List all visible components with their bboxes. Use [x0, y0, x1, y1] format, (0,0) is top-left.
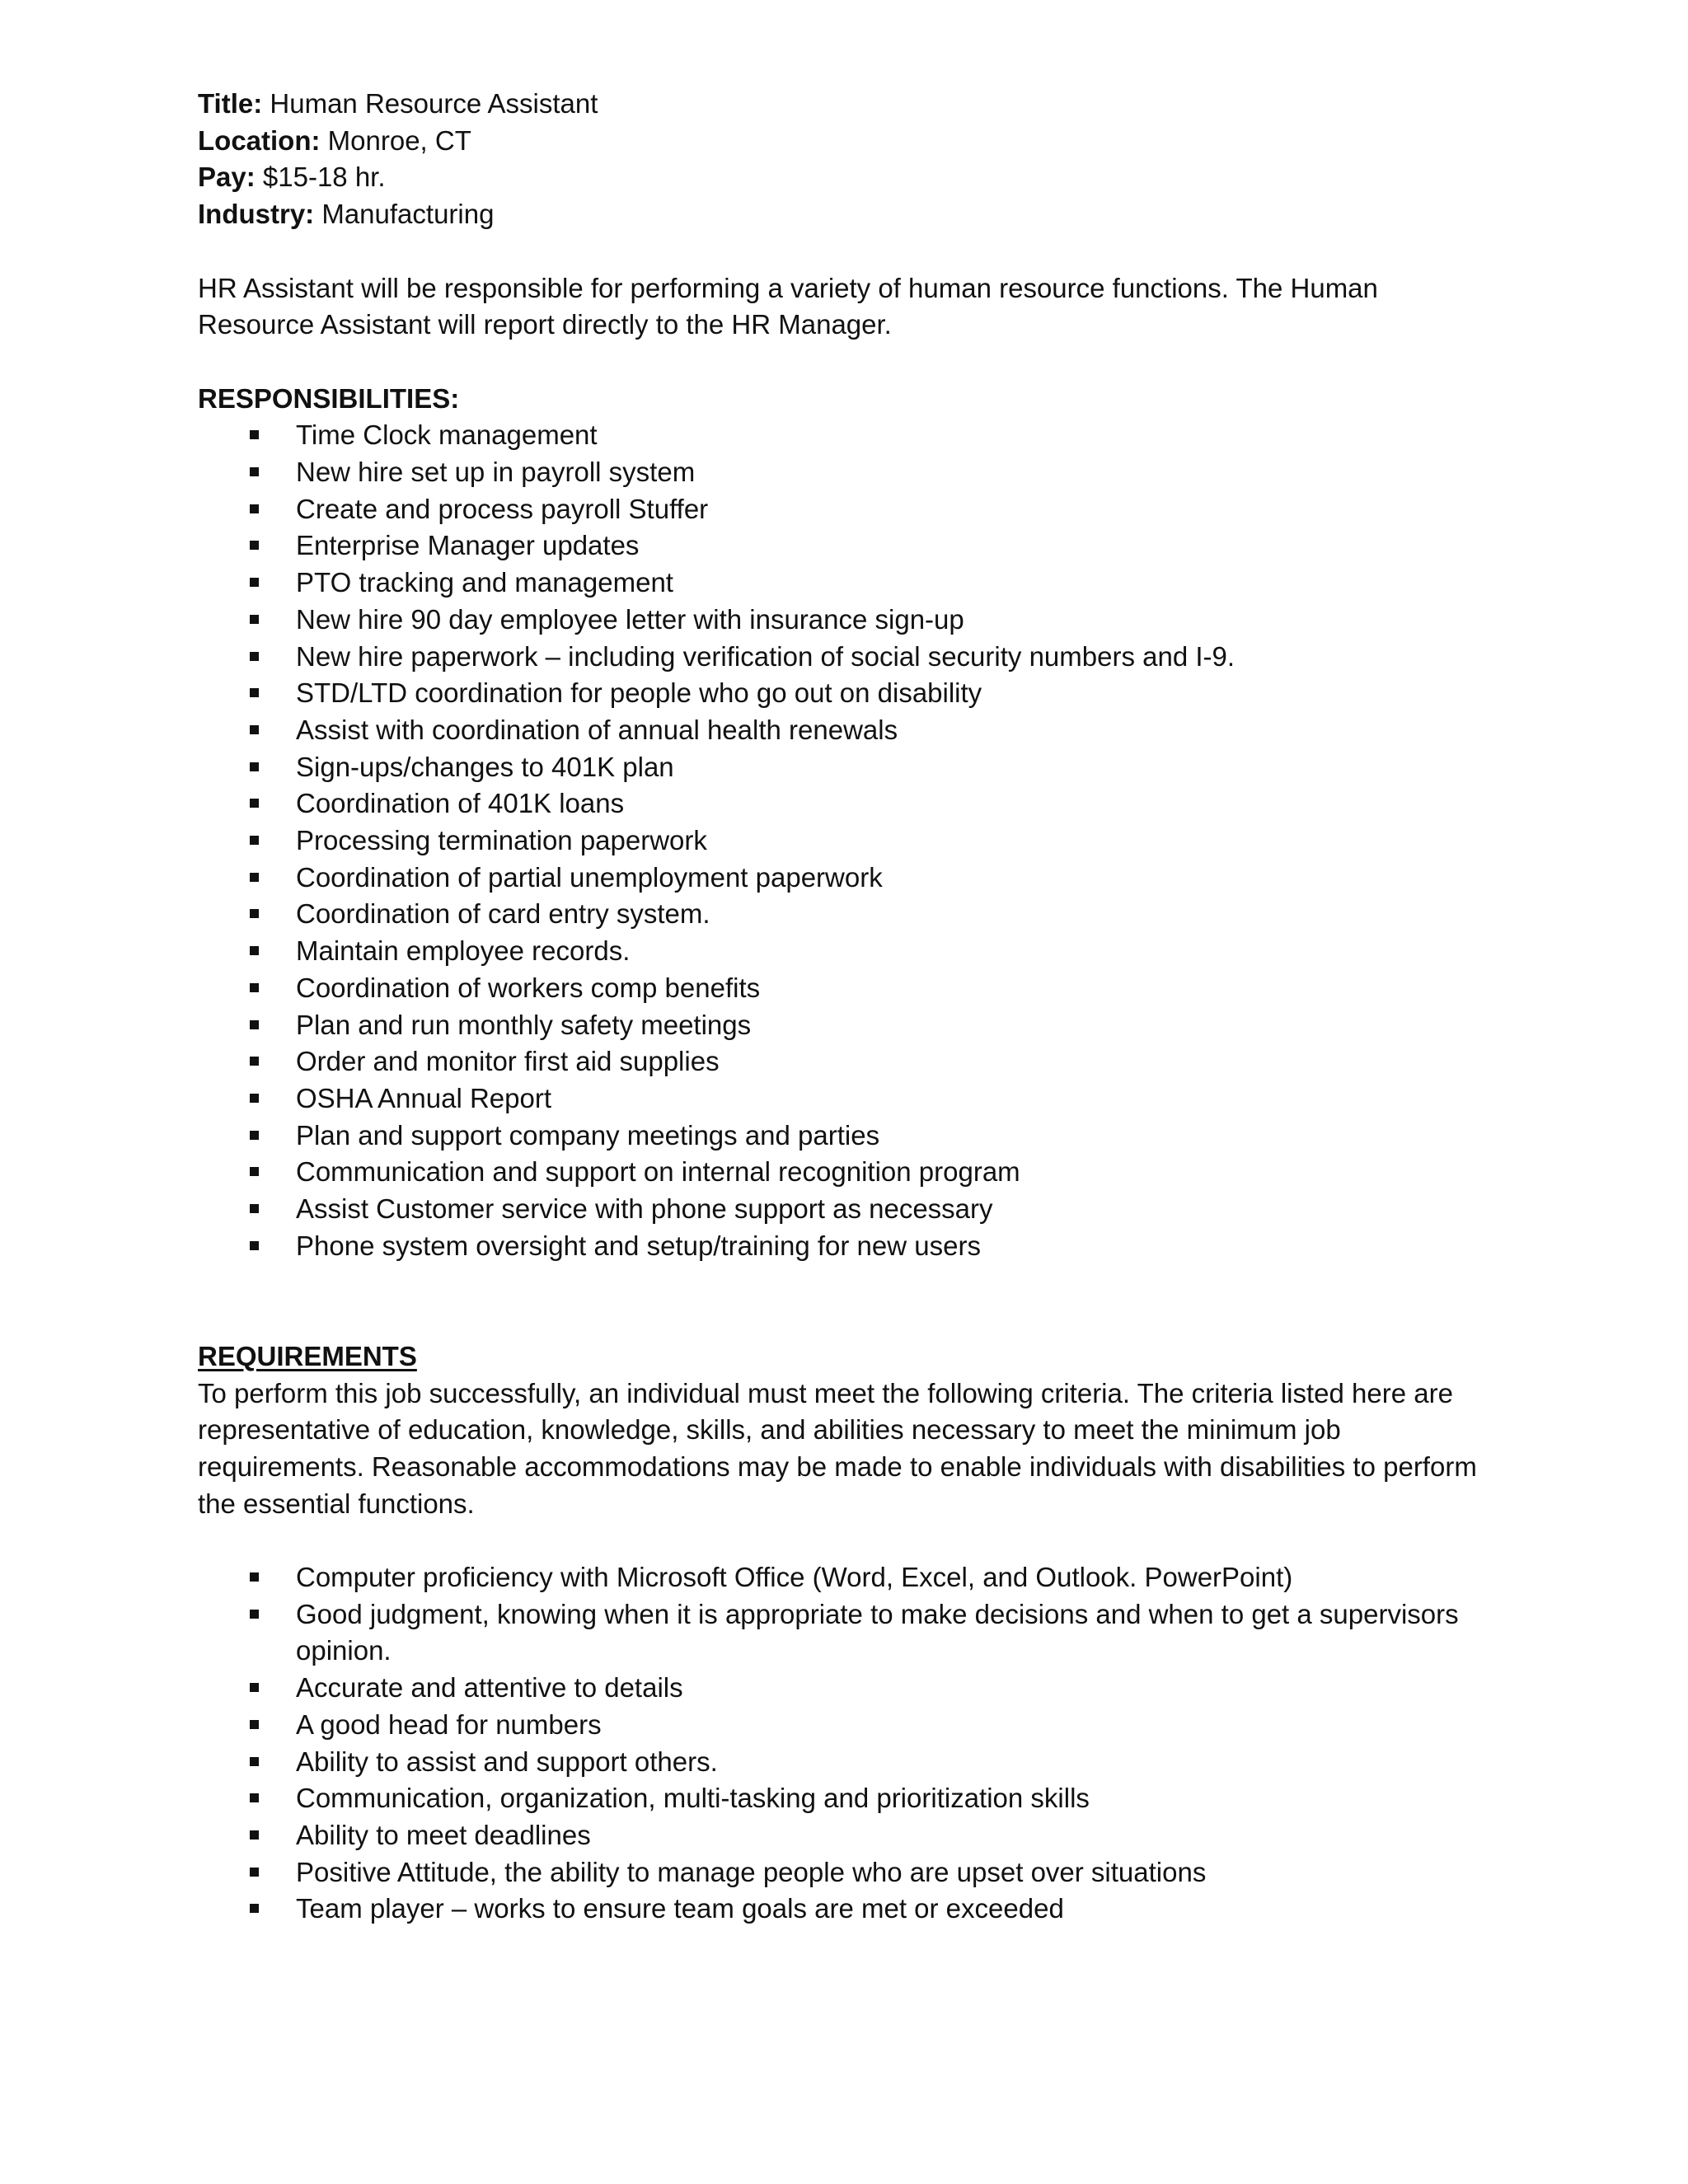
- industry-label: Industry:: [198, 199, 315, 230]
- square-bullet-icon: [250, 1131, 259, 1140]
- list-item: [198, 1043, 1484, 1080]
- list-item-text: Assist Customer service with phone support as necessary: [296, 1193, 993, 1225]
- square-bullet-icon: [250, 467, 259, 476]
- square-bullet-icon: [250, 873, 259, 882]
- list-item-text: New hire set up in payroll system: [296, 457, 696, 487]
- square-bullet-icon: [250, 1610, 259, 1619]
- square-bullet-icon: [250, 1757, 259, 1766]
- industry-value: Manufacturing: [321, 199, 495, 230]
- square-bullet-icon: [250, 946, 259, 955]
- list-item: [198, 565, 1484, 602]
- square-bullet-icon: [250, 1167, 259, 1176]
- list-item: [198, 1559, 1484, 1596]
- square-bullet-icon: [250, 430, 259, 439]
- list-item-text: Order and monitor first aid supplies: [296, 1046, 720, 1077]
- square-bullet-icon: [250, 1793, 259, 1802]
- industry-line: [198, 196, 1484, 233]
- requirements-paragraph: To perform this job successfully, an individual must meet the following criteria. The criteria listed here are representative of education, knowledge, skills, and abilities necessary to meet the minimum job requirements. Reasonable accommodations may be made to enable individuals with disabilities to perform the essential functions.: [198, 1377, 1477, 1519]
- list-item-text: Coordination of workers comp benefits: [296, 972, 761, 1003]
- list-item-text: Accurate and attentive to details: [296, 1672, 683, 1704]
- list-item-text: Assist with coordination of annual health renewals: [296, 714, 898, 745]
- square-bullet-icon: [250, 762, 259, 771]
- square-bullet-icon: [250, 615, 259, 624]
- square-bullet-icon: [250, 799, 259, 808]
- list-item: [198, 749, 1484, 786]
- list-item: [198, 1228, 1484, 1265]
- list-item: [198, 602, 1484, 639]
- list-item: [198, 1891, 1484, 1928]
- list-item-text: New hire 90 day employee letter with insurance sign-up: [296, 603, 964, 635]
- list-item: [198, 1670, 1484, 1707]
- list-item-text: Time Clock management: [296, 419, 598, 451]
- pay-line: [198, 159, 1484, 196]
- list-item-text: Computer proficiency with Microsoft Office (Word, Excel, and Outlook. PowerPoint): [296, 1562, 1293, 1593]
- location-label: Location:: [198, 124, 321, 156]
- square-bullet-icon: [250, 1057, 259, 1066]
- square-bullet-icon: [250, 1020, 259, 1029]
- list-item-text: Sign-ups/changes to 401K plan: [296, 751, 674, 782]
- square-bullet-icon: [250, 983, 259, 992]
- list-item: [198, 491, 1484, 528]
- responsibilities-list: [198, 417, 1484, 1264]
- list-item: [198, 1817, 1484, 1854]
- square-bullet-icon: [250, 909, 259, 918]
- square-bullet-icon: [250, 725, 259, 734]
- list-item-text: Ability to assist and support others.: [296, 1746, 718, 1777]
- list-item: [198, 417, 1484, 454]
- square-bullet-icon: [250, 836, 259, 845]
- square-bullet-icon: [250, 1572, 259, 1582]
- square-bullet-icon: [250, 1868, 259, 1877]
- square-bullet-icon: [250, 1204, 259, 1213]
- list-item: [198, 896, 1484, 933]
- list-item-text: PTO tracking and management: [296, 567, 673, 598]
- list-item: [198, 823, 1484, 860]
- list-item: [198, 933, 1484, 970]
- pay-value: $15-18 hr.: [262, 162, 386, 193]
- list-item-text: Communication and support on internal recognition program: [296, 1156, 1020, 1188]
- list-item: [198, 712, 1484, 749]
- location-value: Monroe, CT: [327, 124, 471, 156]
- list-item: [198, 1707, 1484, 1744]
- list-item: [198, 675, 1484, 712]
- square-bullet-icon: [250, 1720, 259, 1729]
- list-item-text: Plan and support company meetings and parties: [296, 1119, 880, 1151]
- square-bullet-icon: [250, 1904, 259, 1913]
- square-bullet-icon: [250, 652, 259, 661]
- list-item-text: Ability to meet deadlines: [296, 1819, 591, 1850]
- list-item-text: Coordination of partial unemployment paperwork: [296, 861, 883, 893]
- list-item: [198, 860, 1484, 897]
- list-item-text: Processing termination paperwork: [296, 825, 707, 856]
- job-posting-document: [198, 86, 1484, 1928]
- list-item: [198, 527, 1484, 565]
- requirements-list: [198, 1559, 1484, 1928]
- list-item-text: Coordination of 401K loans: [296, 788, 625, 819]
- list-item: [198, 1007, 1484, 1044]
- list-item-text: STD/LTD coordination for people who go out on disability: [296, 677, 982, 709]
- list-item: [198, 1118, 1484, 1155]
- list-item-text: Phone system oversight and setup/training for new users: [296, 1230, 981, 1261]
- list-item-text: Communication, organization, multi-tasking and prioritization skills: [296, 1783, 1090, 1814]
- list-item: [198, 1596, 1484, 1670]
- list-item-text: Positive Attitude, the ability to manage people who are upset over situations: [296, 1856, 1207, 1887]
- list-item: [198, 785, 1484, 823]
- requirements-heading: REQUIREMENTS: [198, 1340, 417, 1371]
- list-item-text: A good head for numbers: [296, 1708, 602, 1740]
- pay-label: Pay:: [198, 162, 256, 193]
- list-item-text: Enterprise Manager updates: [296, 530, 640, 561]
- square-bullet-icon: [250, 541, 259, 550]
- list-item-text: Good judgment, knowing when it is appropriate to make decisions and when to get a supervisors opinion.: [296, 1598, 1459, 1666]
- list-item: [198, 970, 1484, 1007]
- list-item: [198, 1854, 1484, 1891]
- list-item: [198, 639, 1484, 676]
- list-item: [198, 1744, 1484, 1781]
- list-item: [198, 1080, 1484, 1118]
- title-label: Title:: [198, 88, 263, 119]
- title-value: Human Resource Assistant: [270, 88, 598, 119]
- square-bullet-icon: [250, 578, 259, 587]
- list-item-text: Plan and run monthly safety meetings: [296, 1009, 752, 1040]
- list-item-text: Coordination of card entry system.: [296, 898, 710, 930]
- responsibilities-heading: RESPONSIBILITIES:: [198, 382, 460, 414]
- list-item: [198, 1780, 1484, 1817]
- square-bullet-icon: [250, 1241, 259, 1250]
- list-item-text: New hire paperwork – including verification of social security numbers and I-9.: [296, 640, 1236, 672]
- intro-paragraph: HR Assistant will be responsible for performing a variety of human resource functions. The Human Resource Assistant will report directly to the HR Manager.: [198, 272, 1378, 340]
- square-bullet-icon: [250, 1683, 259, 1692]
- list-item-text: Maintain employee records.: [296, 935, 631, 967]
- list-item: [198, 1154, 1484, 1191]
- square-bullet-icon: [250, 1094, 259, 1103]
- square-bullet-icon: [250, 504, 259, 513]
- list-item: [198, 454, 1484, 491]
- square-bullet-icon: [250, 688, 259, 697]
- location-line: [198, 123, 1484, 160]
- list-item-text: Team player – works to ensure team goals are met or exceeded: [296, 1893, 1064, 1924]
- list-item-text: Create and process payroll Stuffer: [296, 493, 709, 524]
- title-line: [198, 86, 1484, 123]
- square-bullet-icon: [250, 1830, 259, 1840]
- list-item-text: OSHA Annual Report: [296, 1082, 552, 1113]
- list-item: [198, 1191, 1484, 1228]
